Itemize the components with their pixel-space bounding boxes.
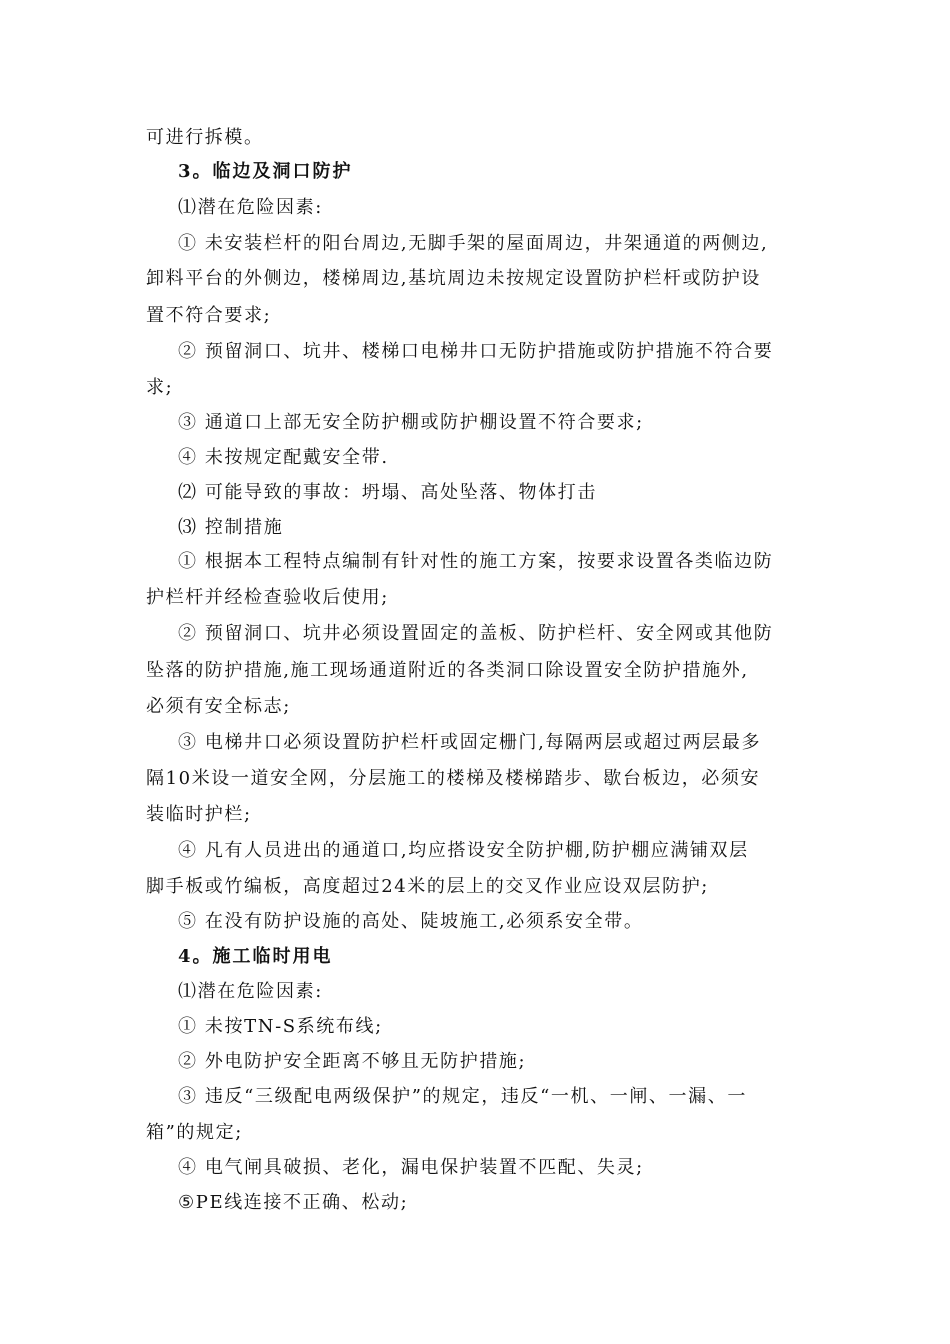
paragraph-line: ② 预留洞口、坑井、楼梯口电梯井口无防护措施或防护措施不符合要 <box>178 341 774 362</box>
paragraph-line: ⑤ 在没有防护设施的高处、陡坡施工,必须系安全带。 <box>178 911 644 932</box>
paragraph-line: ④ 电气闸具破损、老化，漏电保护装置不匹配、失灵; <box>178 1157 644 1178</box>
paragraph-line: ⑴潜在危险因素: <box>178 197 323 218</box>
paragraph-line: 卸料平台的外侧边，楼梯周边,基坑周边未按规定设置防护栏杆或防护设 <box>146 268 761 289</box>
paragraph-line: ⑶ 控制措施 <box>178 517 284 538</box>
paragraph-line: 置不符合要求; <box>146 305 272 326</box>
paragraph-line: 可进行拆模。 <box>146 127 264 148</box>
paragraph-line: 坠落的防护措施,施工现场通道附近的各类洞口除设置安全防护措施外, <box>146 660 749 681</box>
paragraph-line: 求; <box>146 377 174 398</box>
paragraph-line: ③ 通道口上部无安全防护棚或防护棚设置不符合要求; <box>178 412 644 433</box>
paragraph-line: ⑤PE线连接不正确、松动; <box>178 1192 409 1213</box>
paragraph-line: ① 根据本工程特点编制有针对性的施工方案，按要求设置各类临边防 <box>178 551 774 572</box>
section-heading: 3。临边及洞口防护 <box>178 161 353 182</box>
paragraph-line: ④ 未按规定配戴安全带. <box>178 447 389 468</box>
paragraph-line: 装临时护栏; <box>146 804 252 825</box>
paragraph-line: ② 外电防护安全距离不够且无防护措施; <box>178 1051 527 1072</box>
paragraph-line: ③ 电梯井口必须设置防护栏杆或固定栅门,每隔两层或超过两层最多 <box>178 732 762 753</box>
paragraph-line: ① 未按TN-S系统布线; <box>178 1016 383 1037</box>
paragraph-line: ⑵ 可能导致的事故：坍塌、高处坠落、物体打击 <box>178 482 597 503</box>
paragraph-line: 脚手板或竹编板，高度超过24米的层上的交叉作业应设双层防护; <box>146 876 709 897</box>
paragraph-line: 隔10米设一道安全网，分层施工的楼梯及楼梯踏步、歇台板边，必须安 <box>146 768 761 789</box>
paragraph-line: 必须有安全标志; <box>146 696 291 717</box>
paragraph-line: ① 未安装栏杆的阳台周边,无脚手架的屋面周边，井架通道的两侧边, <box>178 233 769 254</box>
paragraph-line: 箱”的规定; <box>146 1122 243 1143</box>
section-heading: 4。施工临时用电 <box>178 946 333 967</box>
paragraph-line: ⑴潜在危险因素: <box>178 981 323 1002</box>
paragraph-line: 护栏杆并经检查验收后使用; <box>146 587 389 608</box>
paragraph-line: ③ 违反“三级配电两级保护”的规定，违反“一机、一闸、一漏、一 <box>178 1086 747 1107</box>
paragraph-line: ④ 凡有人员进出的通道口,均应搭设安全防护棚,防护棚应满铺双层 <box>178 840 749 861</box>
paragraph-line: ② 预留洞口、坑井必须设置固定的盖板、防护栏杆、安全网或其他防 <box>178 623 774 644</box>
